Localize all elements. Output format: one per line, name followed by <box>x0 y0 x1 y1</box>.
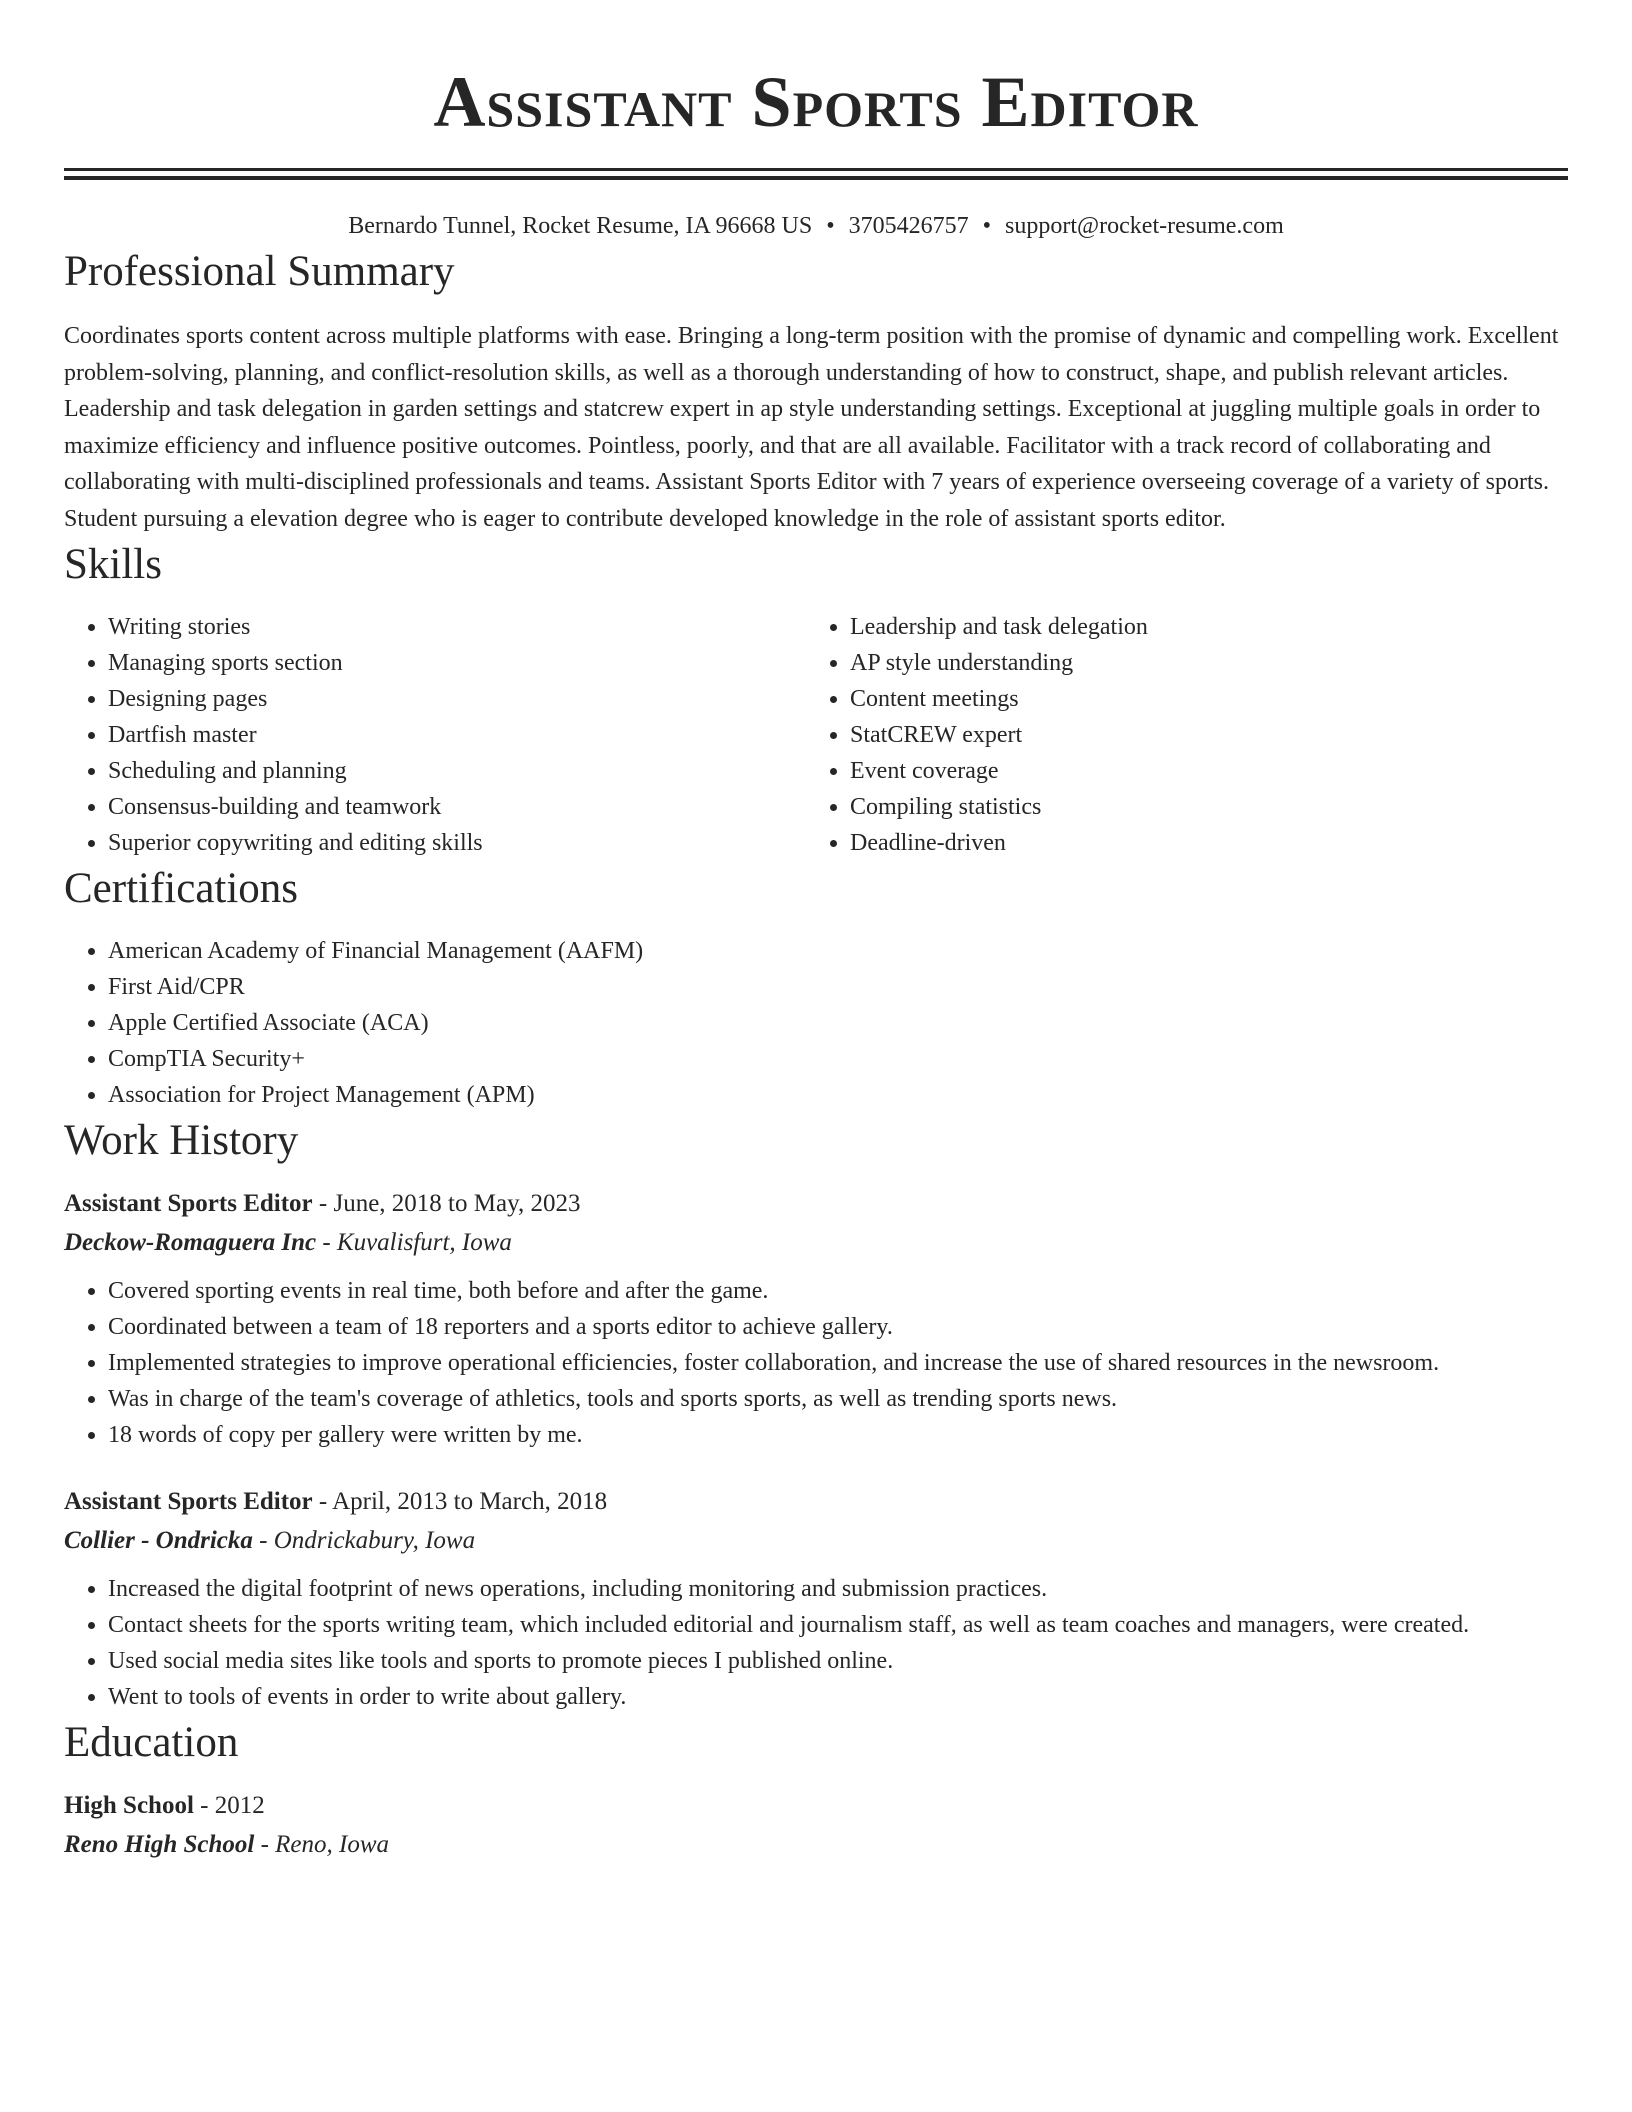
job-dates: - June, 2018 to May, 2023 <box>312 1190 581 1217</box>
certification-item: • CompTIA Security+ <box>108 1041 1568 1077</box>
certifications-list <box>64 933 1568 1113</box>
education-school-line <box>64 1825 1568 1865</box>
education-degree: High School <box>64 1792 194 1819</box>
contact-phone: 3705426757 <box>848 213 969 239</box>
skills-list-left <box>64 609 806 861</box>
education-year: - 2012 <box>193 1792 265 1819</box>
skills-list-right <box>806 609 1548 861</box>
job-entry <box>64 1185 1568 1453</box>
job-entry <box>64 1483 1568 1715</box>
education-degree-line <box>64 1787 1568 1825</box>
certifications-heading: Certifications <box>64 865 299 912</box>
education-location: - Reno, Iowa <box>254 1831 390 1858</box>
skill-item: • Dartfish master <box>108 717 806 753</box>
contact-separator: • <box>982 213 992 239</box>
job-duties-list <box>64 1273 1568 1453</box>
certification-item: • American Academy of Financial Management (AAFM) <box>108 933 1568 969</box>
job-location: - Kuvalisfurt, Iowa <box>316 1229 512 1256</box>
job-duty-item: • Coordinated between a team of 18 reporters and a sports editor to achieve gallery. <box>108 1309 1568 1345</box>
job-title-line <box>64 1483 1568 1521</box>
job-company: Collier - Ondricka <box>64 1527 253 1554</box>
education-heading: Education <box>64 1719 239 1766</box>
skill-item: • Consensus-building and teamwork <box>108 789 806 825</box>
job-duty-item: • 18 words of copy per gallery were written by me. <box>108 1417 1568 1453</box>
job-duty-item: • Contact sheets for the sports writing team, which included editorial and journalism staff, as well as team coaches and managers, were created. <box>108 1607 1568 1643</box>
skill-item: • Superior copywriting and editing skills <box>108 825 806 861</box>
job-company-line <box>64 1223 1568 1263</box>
resume-title: Assistant Sports Editor <box>433 62 1199 142</box>
skill-item: • Writing stories <box>108 609 806 645</box>
certification-item: • Apple Certified Associate (ACA) <box>108 1005 1568 1041</box>
skills-column-left <box>64 609 806 861</box>
job-duties-list <box>64 1571 1568 1715</box>
skill-item: • Content meetings <box>850 681 1548 717</box>
job-duty-item: • Implemented strategies to improve operational efficiencies, foster collaboration, and increase the use of shared resources in the newsroom. <box>108 1345 1568 1381</box>
title-divider <box>64 168 1568 180</box>
job-title: Assistant Sports Editor <box>64 1190 313 1217</box>
contact-separator: • <box>826 213 835 239</box>
job-duty-item: • Used social media sites like tools and sports to promote pieces I published online. <box>108 1643 1568 1679</box>
skill-item: • Deadline-driven <box>850 825 1548 861</box>
skill-item: • AP style understanding <box>850 645 1548 681</box>
certification-item: • Association for Project Management (APM) <box>108 1077 1568 1113</box>
job-title-line <box>64 1185 1568 1223</box>
skill-item: • Event coverage <box>850 753 1548 789</box>
job-duty-item: • Went to tools of events in order to write about gallery. <box>108 1679 1568 1715</box>
skills-columns <box>64 609 1568 861</box>
skills-heading: Skills <box>64 541 162 588</box>
education-school: Reno High School <box>64 1831 255 1858</box>
job-company-line <box>64 1521 1568 1561</box>
job-location: - Ondrickabury, Iowa <box>252 1527 476 1554</box>
work-history-heading: Work History <box>64 1117 299 1164</box>
contact-email: support@rocket-resume.com <box>1005 213 1284 239</box>
contact-line <box>64 208 1568 244</box>
summary-text: Coordinates sports content across multiple platforms with ease. Bringing a long-term position with the promise of dynamic and compelling work. Excellent problem-solving, planning, and conflict-resolution skills, as well as a thorough understanding of how to construct, shape, and publish relevant articles. Leadership and task delegation in garden settings and statcrew expert in ap style understanding settings. Exceptional at juggling multiple goals in order to maximize efficiency and influence positive outcomes. Pointless, poorly, and that are all available. Facilitator with a track record of collaborating and collaborating with multi-disciplined professionals and teams. Assistant Sports Editor with 7 years of experience overseeing coverage of a variety of sports. Student pursuing a elevation degree who is eager to contribute developed knowledge in the role of assistant sports editor. <box>64 323 1559 532</box>
contact-address: Bernardo Tunnel, Rocket Resume, IA 96668 US <box>348 213 813 239</box>
summary-heading: Professional Summary <box>64 248 455 295</box>
job-duty-item: • Was in charge of the team's coverage of athletics, tools and sports sports, as well as trending sports news. <box>108 1381 1568 1417</box>
certification-item: • First Aid/CPR <box>108 969 1568 1005</box>
skill-item: • Designing pages <box>108 681 806 717</box>
skill-item: • StatCREW expert <box>850 717 1548 753</box>
job-duty-item: • Increased the digital footprint of news operations, including monitoring and submission practices. <box>108 1571 1568 1607</box>
job-company: Deckow-Romaguera Inc <box>64 1229 317 1256</box>
skill-item: • Leadership and task delegation <box>850 609 1548 645</box>
job-title: Assistant Sports Editor <box>64 1488 313 1515</box>
skill-item: • Managing sports section <box>108 645 806 681</box>
job-dates: - April, 2013 to March, 2018 <box>312 1488 608 1515</box>
skills-column-right <box>806 609 1548 861</box>
skill-item: • Scheduling and planning <box>108 753 806 789</box>
skill-item: • Compiling statistics <box>850 789 1548 825</box>
job-duty-item: • Covered sporting events in real time, both before and after the game. <box>108 1273 1568 1309</box>
